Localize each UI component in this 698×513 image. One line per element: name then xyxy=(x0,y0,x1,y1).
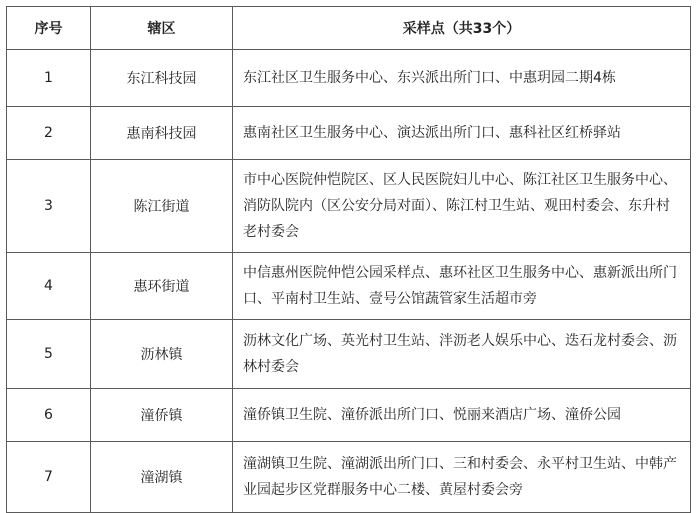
sampling-points-table xyxy=(6,6,691,513)
row-points: 潼侨镇卫生院、潼侨派出所门口、悦丽来酒店广场、潼侨公园 xyxy=(233,389,691,442)
row-no: 2 xyxy=(7,107,91,160)
row-district: 东江科技园 xyxy=(91,50,233,107)
row-district: 潼湖镇 xyxy=(91,442,233,513)
row-no: 5 xyxy=(7,320,91,389)
table-row xyxy=(7,389,691,442)
header-points: 采样点（共33个） xyxy=(233,7,691,50)
row-points: 东江社区卫生服务中心、东兴派出所门口、中惠玥园二期4栋 xyxy=(233,50,691,107)
row-points: 中信惠州医院仲恺公园采样点、惠环社区卫生服务中心、惠新派出所门口、平南村卫生站、壹号公馆蔬管家生活超市旁 xyxy=(233,253,691,320)
table-row xyxy=(7,442,691,513)
row-no: 1 xyxy=(7,50,91,107)
sampling-points-table-container xyxy=(6,6,691,513)
row-points: 惠南社区卫生服务中心、演达派出所门口、惠科社区红桥驿站 xyxy=(233,107,691,160)
row-no: 3 xyxy=(7,160,91,253)
table-row xyxy=(7,320,691,389)
table-row xyxy=(7,107,691,160)
row-points: 市中心医院仲恺院区、区人民医院妇儿中心、陈江社区卫生服务中心、消防队院内（区公安分局对面）、陈江村卫生站、观田村委会、东升村老村委会 xyxy=(233,160,691,253)
table-header-row xyxy=(7,7,691,50)
row-no: 7 xyxy=(7,442,91,513)
header-no: 序号 xyxy=(7,7,91,50)
row-district: 陈江街道 xyxy=(91,160,233,253)
row-district: 惠环街道 xyxy=(91,253,233,320)
table-row xyxy=(7,160,691,253)
row-points: 潼湖镇卫生院、潼湖派出所门口、三和村委会、永平村卫生站、中韩产业园起步区党群服务中心二楼、黄屋村委会旁 xyxy=(233,442,691,513)
row-district: 潼侨镇 xyxy=(91,389,233,442)
row-district: 惠南科技园 xyxy=(91,107,233,160)
header-district: 辖区 xyxy=(91,7,233,50)
row-no: 6 xyxy=(7,389,91,442)
row-no: 4 xyxy=(7,253,91,320)
row-points: 沥林文化广场、英光村卫生站、泮沥老人娱乐中心、迭石龙村委会、沥林村委会 xyxy=(233,320,691,389)
table-row xyxy=(7,253,691,320)
row-district: 沥林镇 xyxy=(91,320,233,389)
table-row xyxy=(7,50,691,107)
